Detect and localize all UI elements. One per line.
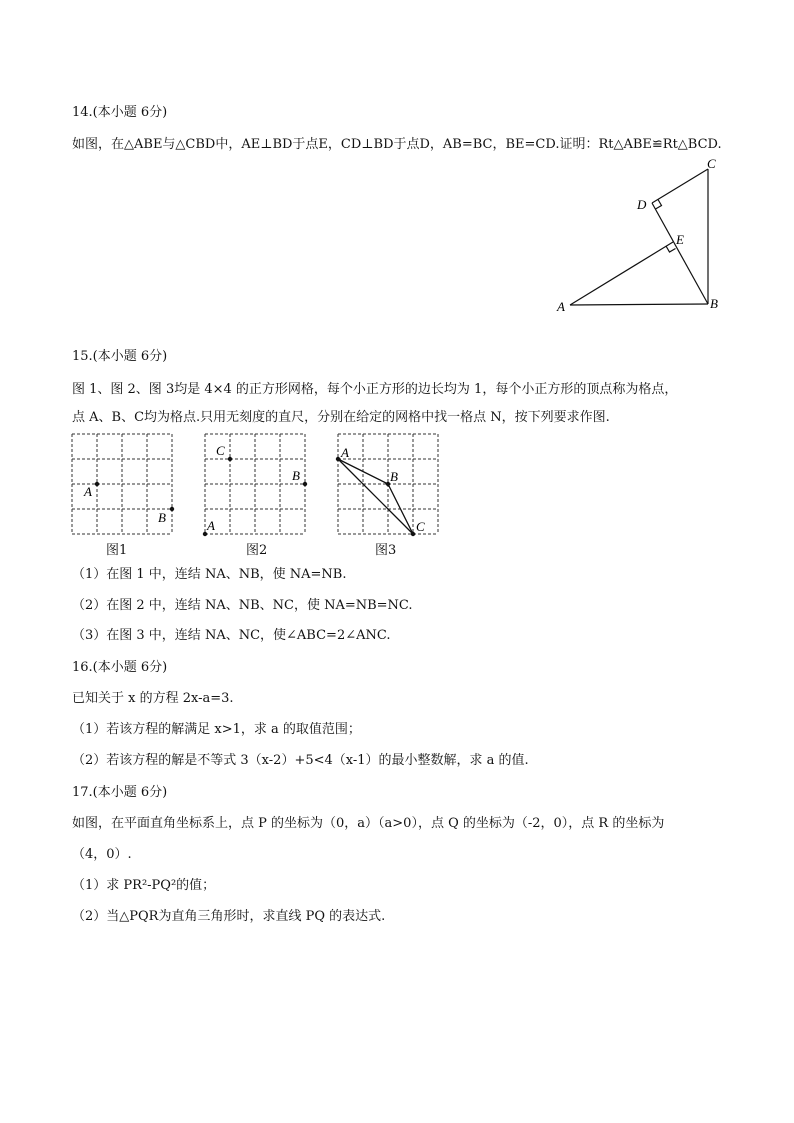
q16-text: 已知关于 x 的方程 2x-a=3.: [72, 691, 234, 706]
q14-label-e: E: [676, 232, 684, 247]
q17-part1: （1）求 PR²-PQ²的值；: [72, 878, 216, 893]
q15-intro-line1: 图 1、图 2、图 3均是 4×4 的正方形网格，每个小正方形的边长均为 1，每个小正方形的顶点称为格点，: [72, 382, 678, 397]
q15-fig2-label-a: A: [207, 518, 215, 533]
q15-figure2-grid: [198, 430, 318, 538]
q15-fig3-label-c: C: [416, 519, 425, 534]
q15-fig3-label-a: A: [341, 445, 349, 460]
q15-part2: （2）在图 2 中，连结 NA、NB、NC，使 NA=NB=NC.: [72, 598, 413, 613]
q16-heading: 16.(本小题 6分): [72, 660, 168, 675]
q14-label-a: A: [557, 299, 565, 314]
q15-fig2-caption: 图2: [246, 543, 268, 558]
q14-figure: [550, 152, 730, 317]
q17-part2: （2）当△PQR为直角三角形时，求直线 PQ 的表达式.: [72, 909, 386, 924]
q15-part3: （3）在图 3 中，连结 NA、NC，使∠ABC=2∠ANC.: [72, 628, 391, 643]
q15-fig2-label-c: C: [216, 443, 225, 458]
q15-fig2-label-b: B: [292, 468, 300, 483]
q14-label-d: D: [637, 197, 647, 212]
q15-fig1-label-a: A: [84, 484, 92, 499]
q15-fig1-caption: 图1: [106, 543, 128, 558]
q15-fig3-label-b: B: [390, 469, 398, 484]
q17-text-line1: 如图，在平面直角坐标系上，点 P 的坐标为（0，a）（a>0），点 Q 的坐标为（-2，0），点 R 的坐标为: [72, 816, 665, 831]
q15-heading: 15.(本小题 6分): [72, 349, 168, 364]
q17-text-line2: （4，0）.: [72, 847, 132, 862]
q15-intro-line2: 点 A、B、C均为格点.只用无刻度的直尺，分别在给定的网格中找一格点 N，按下列要求作图.: [72, 410, 610, 425]
q14-label-c: C: [707, 156, 716, 171]
q15-figure3-grid: [331, 430, 451, 538]
q16-part1: （1）若该方程的解满足 x>1，求 a 的取值范围；: [72, 722, 361, 737]
q14-label-b: B: [710, 296, 718, 311]
q15-part1: （1）在图 1 中，连结 NA、NB，使 NA=NB.: [72, 567, 347, 582]
q14-heading: 14.(本小题 6分): [72, 105, 168, 120]
q15-fig1-label-b: B: [158, 510, 166, 525]
q15-fig3-caption: 图3: [375, 543, 397, 558]
q15-figure1-grid: [65, 430, 185, 538]
q16-part2: （2）若该方程的解是不等式 3（x-2）+5<4（x-1）的最小整数解，求 a 的值.: [72, 753, 529, 768]
q14-text: 如图，在△ABE与△CBD中，AE⊥BD于点E，CD⊥BD于点D，AB=BC，BE=CD.证明：Rt△ABE≌Rt△BCD.: [72, 137, 722, 152]
q17-heading: 17.(本小题 6分): [72, 785, 168, 800]
